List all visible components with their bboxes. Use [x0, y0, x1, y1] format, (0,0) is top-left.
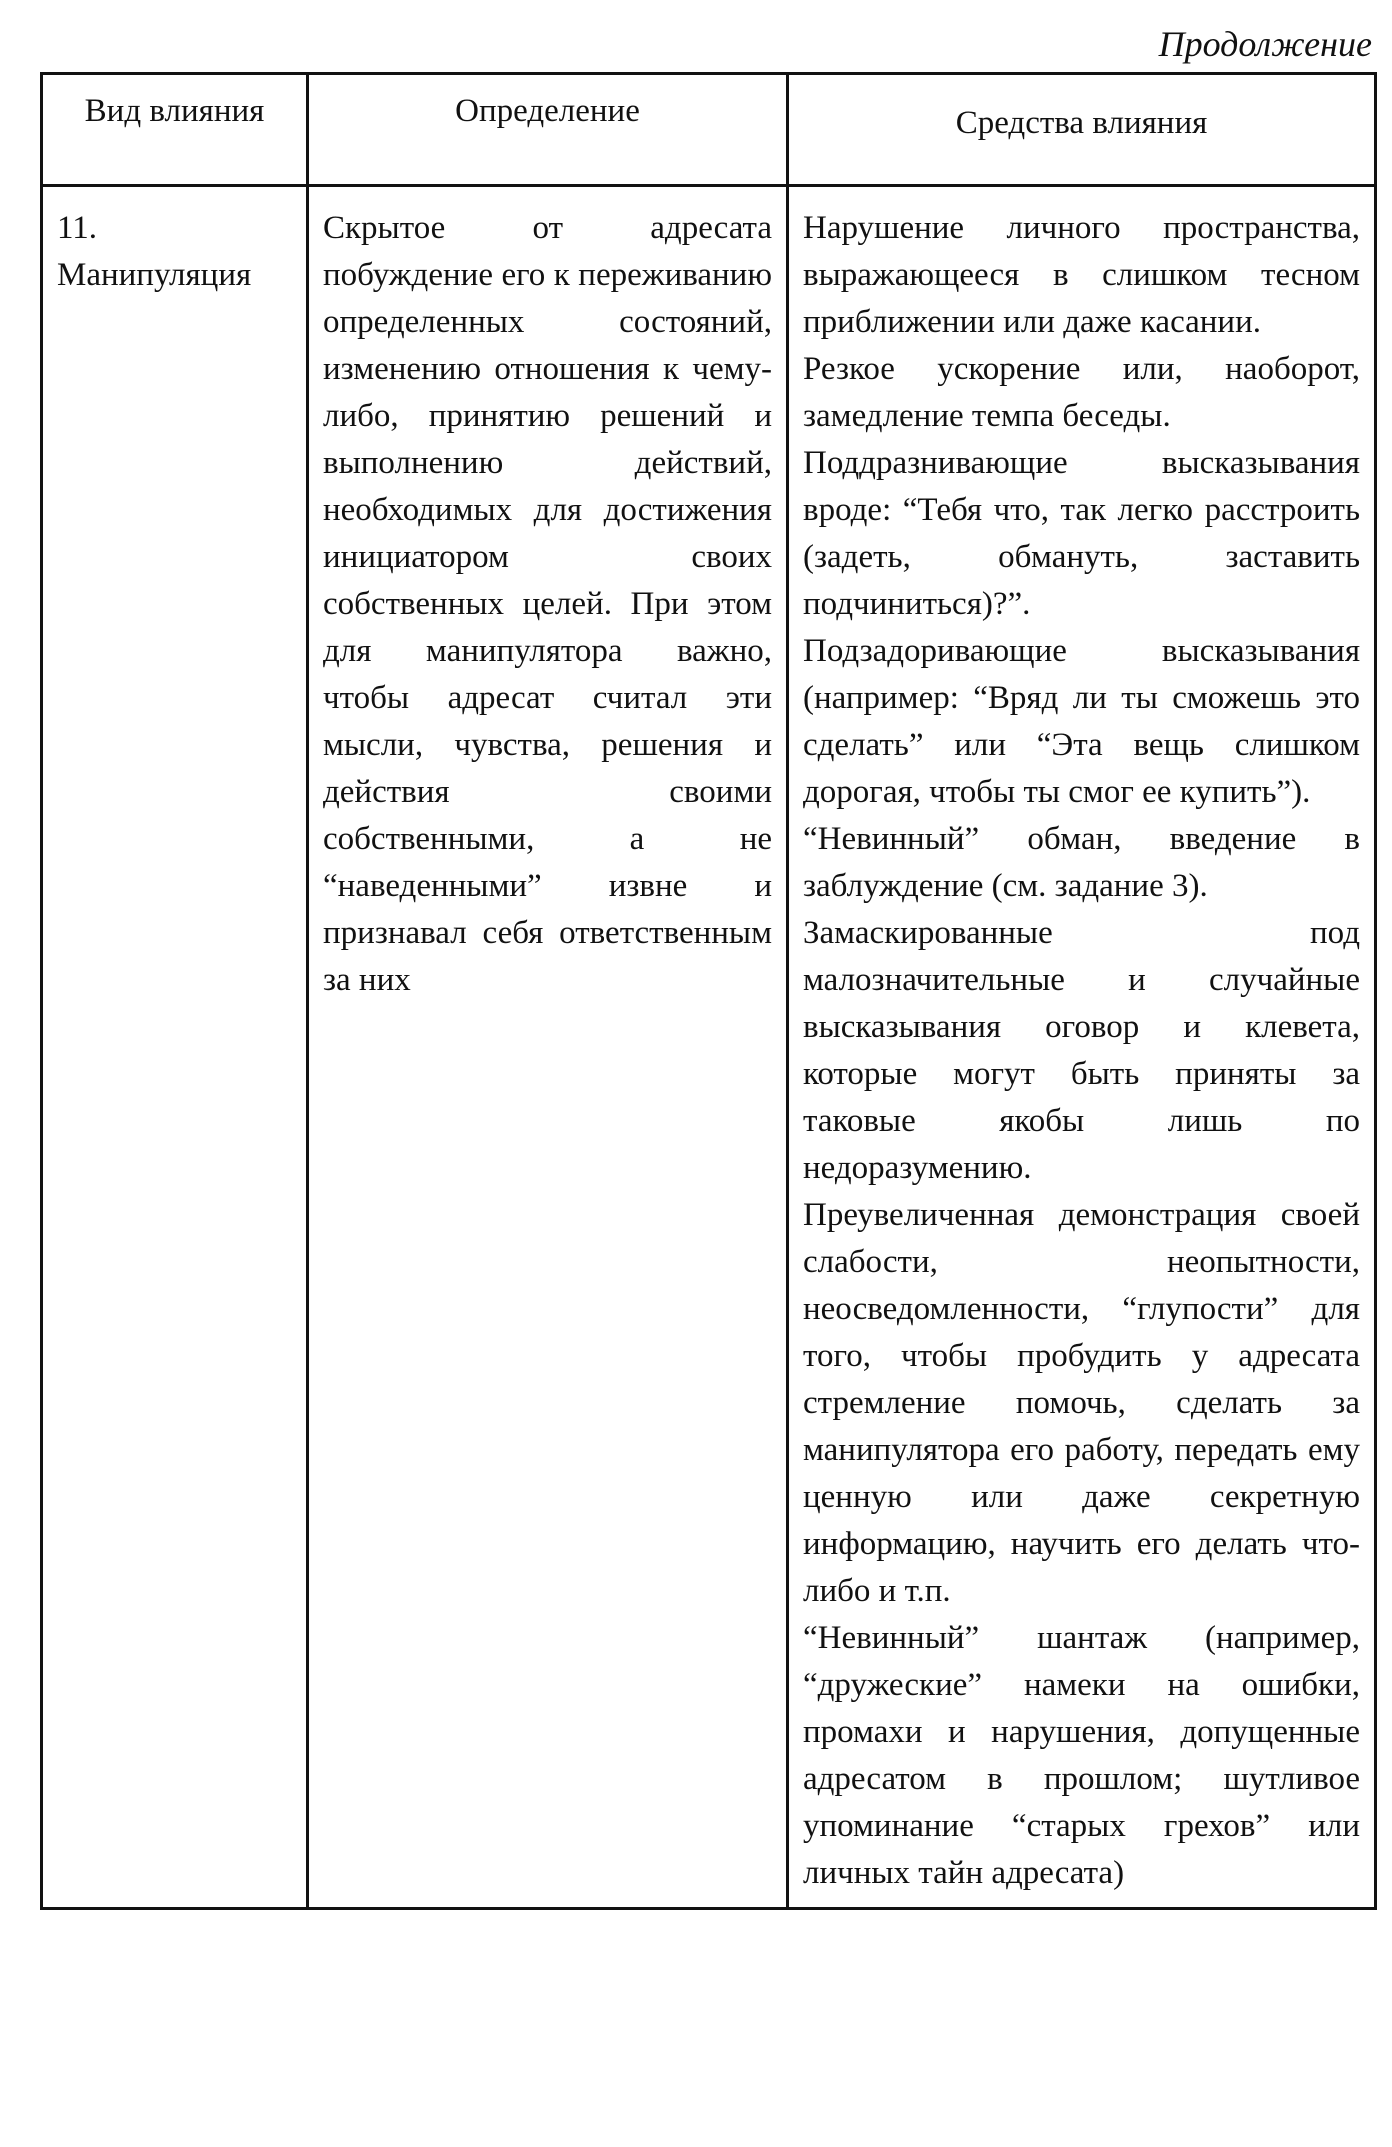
means-item: “Невинный” обман, введение в заблуждение (см. задание 3).: [803, 821, 1360, 904]
means-item: Преувеличенная демонстрация своей слабости, неопытности, неосведомленности, “глупости” для того, чтобы пробудить у адресата стремление помочь, сделать за манипулятора его работу, передать ему ценную или даже секретную информацию, научить его делать что-либо и т.п.: [803, 1197, 1360, 1609]
continuation-label: Продолжение: [1158, 24, 1372, 64]
table-row: [42, 186, 1376, 1909]
header-means: Средства влияния: [788, 74, 1376, 186]
header-definition: Определение: [308, 74, 788, 186]
means-item: Резкое ускорение или, наоборот, замедление темпа беседы.: [803, 351, 1360, 434]
influence-table: [40, 72, 1377, 1910]
influence-type-cell: 11. Манипуляция: [42, 186, 308, 1909]
means-item: Поддразнивающие высказывания вроде: “Тебя что, так легко расстроить (задеть, обмануть, заставить подчиниться)?”.: [803, 445, 1360, 622]
means-item: Нарушение личного пространства, выражающееся в слишком тесном приближении или даже касании.: [803, 210, 1360, 340]
means-item: “Невинный” шантаж (например, “дружеские” намеки на ошибки, промахи и нарушения, допущенные адресатом в прошлом; шутливое упоминание “старых грехов” или личных тайн адресата): [803, 1620, 1360, 1891]
means-cell: [788, 186, 1376, 1909]
header-influence-type: Вид влияния: [42, 74, 308, 186]
means-item: Замаскированные под малозначительные и случайные высказывания оговор и клевета, которые могут быть приняты за таковые якобы лишь по недоразумению.: [803, 915, 1360, 1186]
definition-cell: Скрытое от адресата побуждение его к переживанию определенных состояний, изменению отношения к чему-либо, принятию решений и выполнению действий, необходимых для достижения инициатором своих собственных целей. При этом для манипулятора важно, чтобы адресат считал эти мысли, чувства, решения и действия своими собственными, а не “наведенными” извне и признавал себя ответственным за них: [308, 186, 788, 1909]
table-header-row: [42, 74, 1376, 186]
means-item: Подзадоривающие высказывания (например: “Вряд ли ты сможешь это сделать” или “Эта вещь слишком дорогая, чтобы ты смог ее купить”).: [803, 633, 1360, 810]
